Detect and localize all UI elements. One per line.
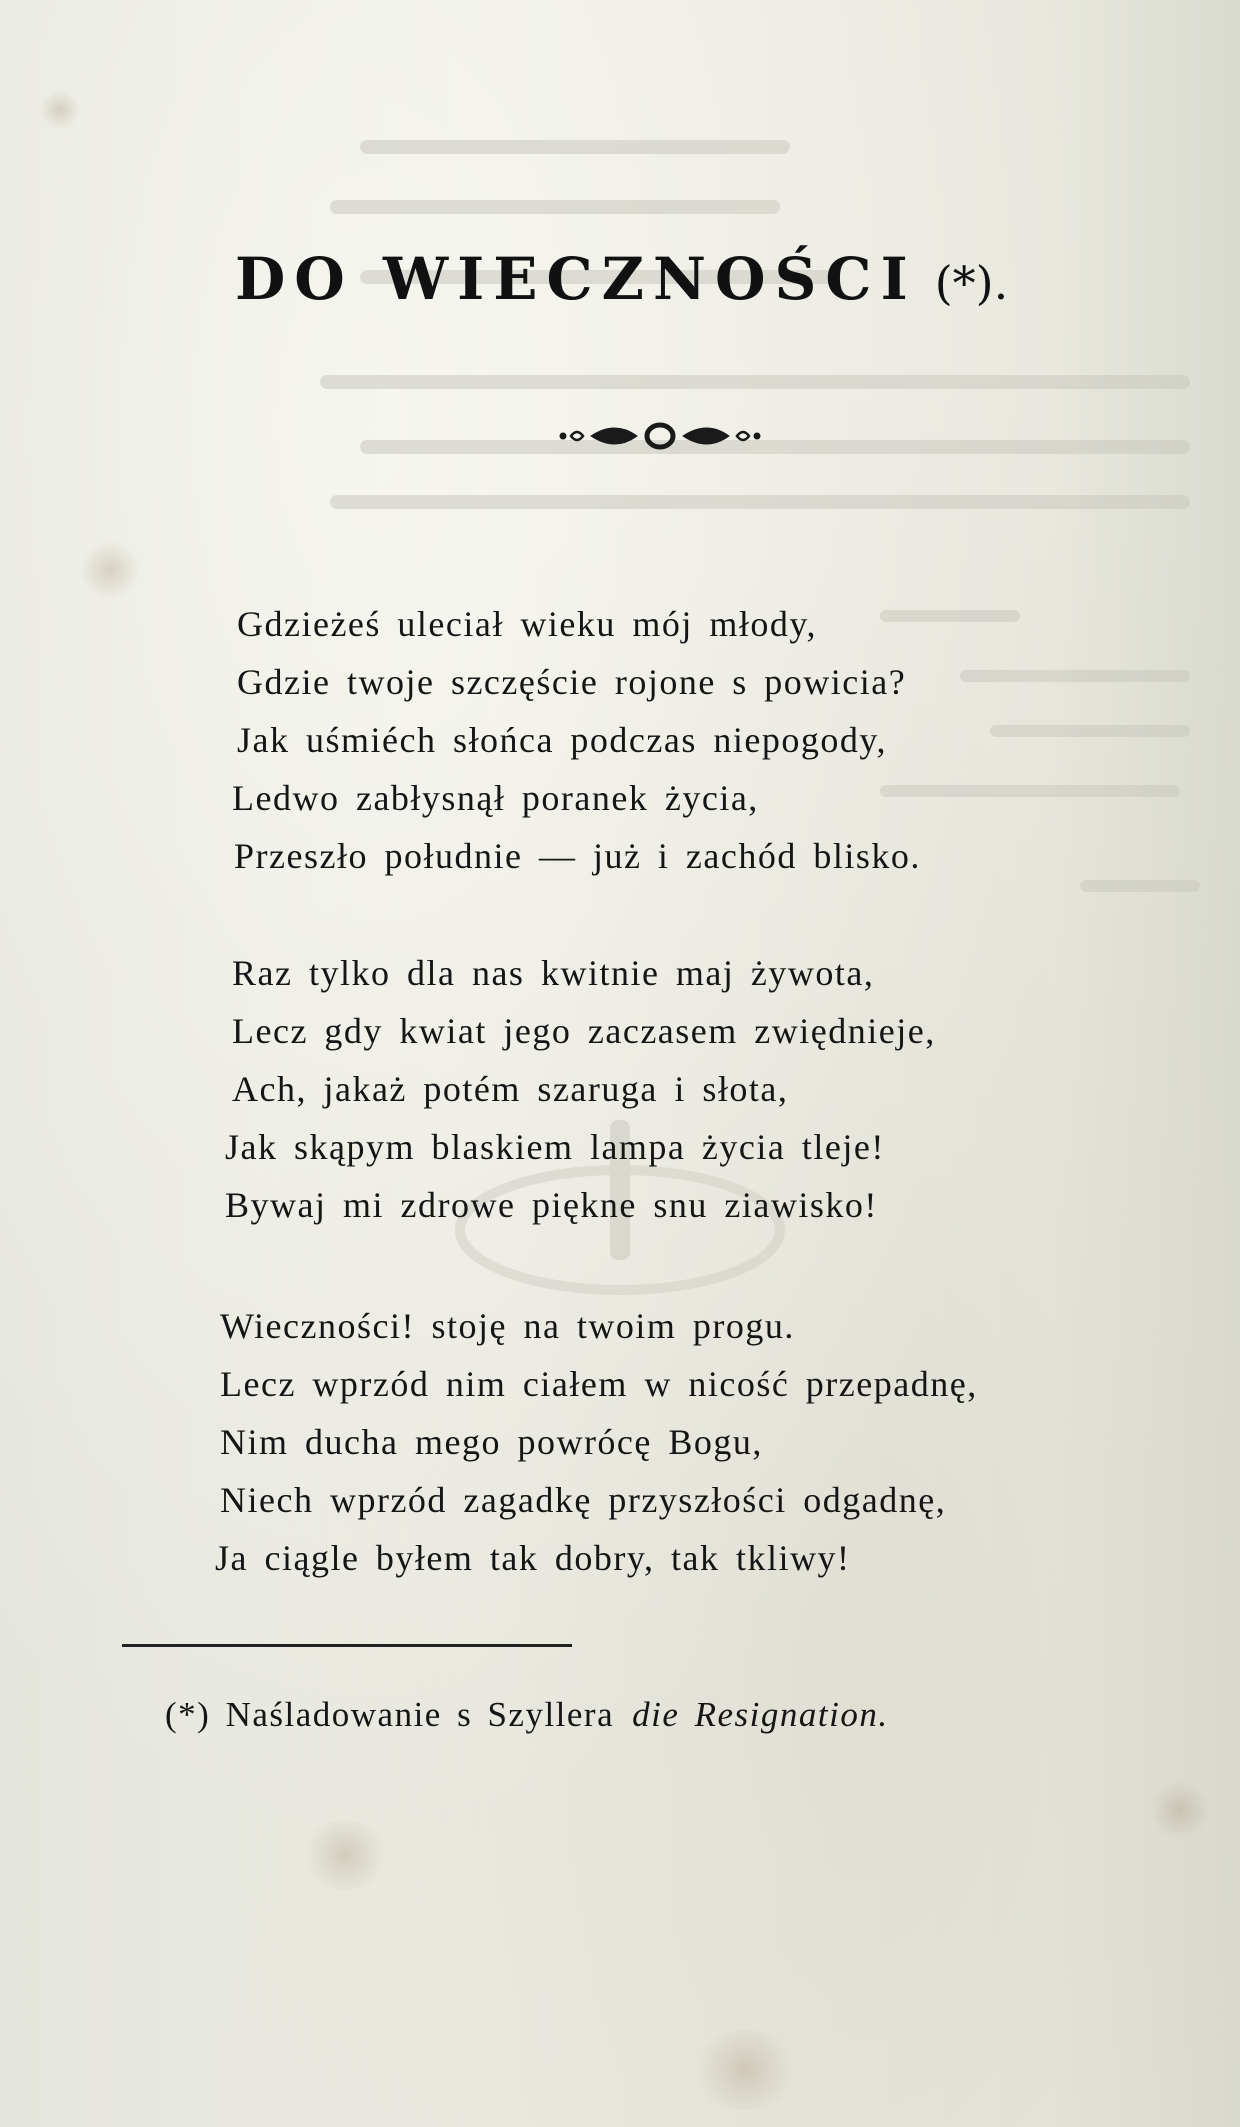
footnote-text: Naśladowanie s Szyllera	[225, 1695, 615, 1734]
poem-line: Przeszło południe — już i zachód blisko.	[234, 836, 921, 876]
poem-title-text: DO WIECZNOŚCI	[235, 245, 917, 313]
footnote-italic-title: die Resignation.	[632, 1695, 889, 1734]
poem-line: Niech wprzód zagadkę przyszłości odgadnę,	[220, 1480, 947, 1520]
poem-line: Nim ducha mego powrócę Bogu,	[220, 1422, 763, 1462]
poem-line: Lecz gdy kwiat jego zaczasem zwiędnieje,	[232, 1011, 936, 1051]
poem-line: Lecz wprzód nim ciałem w nicość przepadnę,	[220, 1364, 978, 1404]
poem-line: Ledwo zabłysnął poranek życia,	[232, 778, 759, 818]
poem-line: Bywaj mi zdrowe piękne snu ziawisko!	[225, 1185, 878, 1225]
poem-line: Jak uśmiéch słońca podczas niepogody,	[237, 720, 888, 760]
poem-line: Gdzieżeś uleciał wieku mój młody,	[237, 604, 818, 644]
poem-line: Ja ciągle byłem tak dobry, tak tkliwy!	[215, 1538, 851, 1578]
poem-title	[235, 245, 1008, 313]
poem-line: Wieczności! stoję na twoim progu.	[220, 1306, 795, 1346]
footnote	[165, 1695, 889, 1735]
poem-line: Raz tylko dla nas kwitnie maj żywota,	[232, 953, 875, 993]
poem-line: Gdzie twoje szczęście rojone s powicia?	[237, 662, 907, 702]
footnote-mark: (*)	[165, 1695, 211, 1734]
poem-line: Jak skąpym blaskiem lampa życia tleje!	[225, 1127, 885, 1167]
poem-line: Ach, jakaż potém szaruga i słota,	[232, 1069, 789, 1109]
footnote-reference-mark: (*).	[934, 256, 1009, 310]
footnote-divider	[122, 1644, 572, 1647]
printer-ornament-icon	[555, 418, 765, 454]
